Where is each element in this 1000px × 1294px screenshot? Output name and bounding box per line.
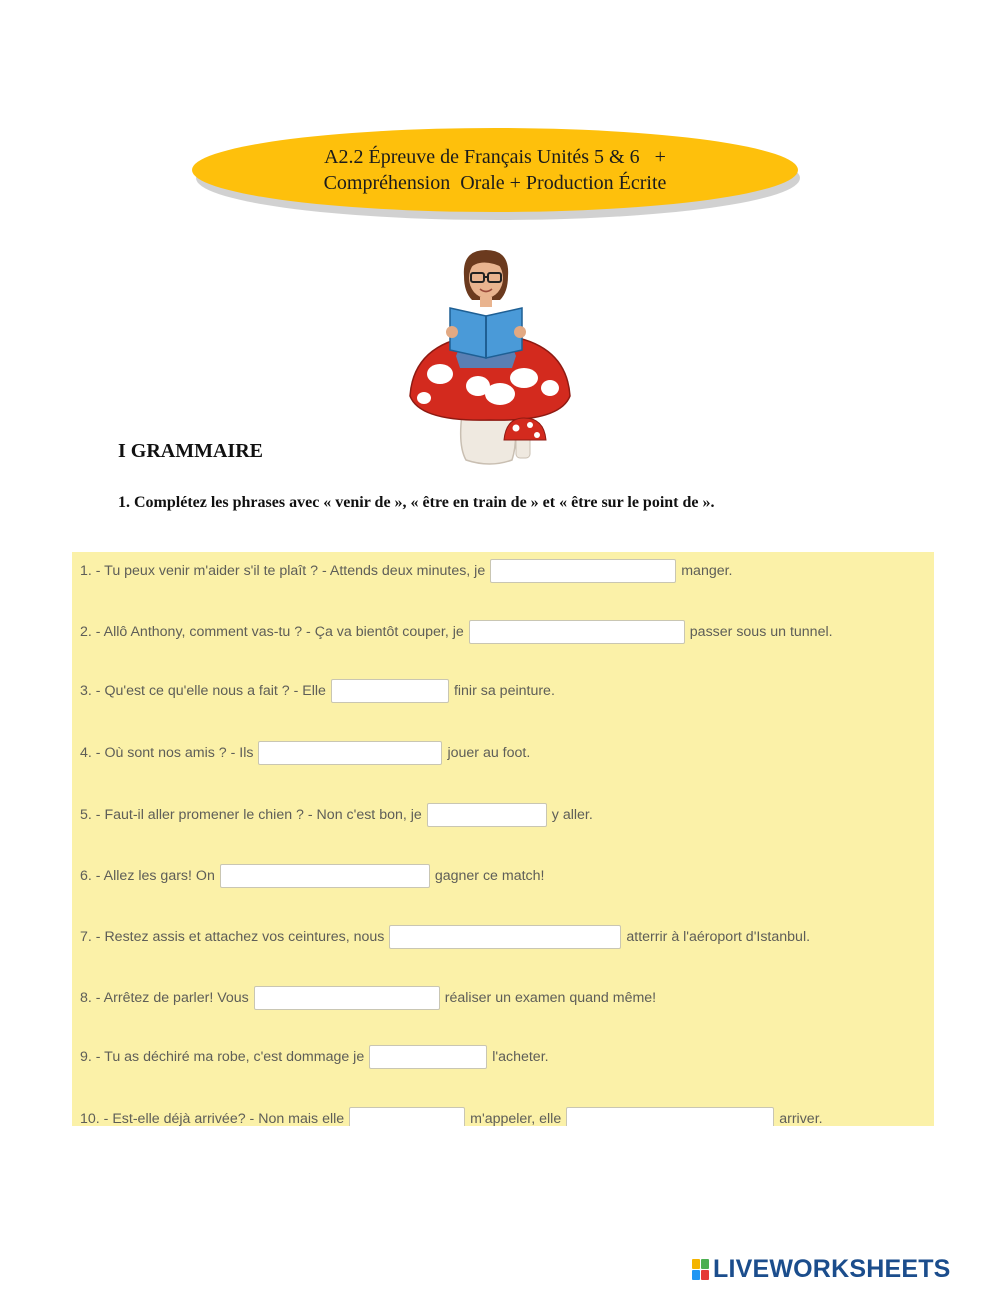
sentence-start: 6. - Allez les gars! On — [80, 868, 215, 884]
exercise-instruction: 1. Complétez les phrases avec « venir de », « être en train de » et « être sur le point de ». — [118, 494, 715, 511]
sentence-end: gagner ce match! — [434, 868, 545, 884]
answer-input-10b[interactable] — [566, 1107, 774, 1126]
sentence-end: arriver. — [779, 1111, 823, 1126]
sentence-start: 5. - Faut-il aller promener le chien ? - Non c'est bon, je — [80, 807, 422, 823]
sentence-start: 7. - Restez assis et attachez vos ceintures, nous — [80, 929, 385, 945]
sentence-middle: m'appeler, elle — [470, 1111, 562, 1126]
exercise-row-9 — [80, 1043, 549, 1071]
sentence-start: 2. - Allô Anthony, comment vas-tu ? - Ça va bientôt couper, je — [80, 624, 464, 640]
sentence-start: 10. - Est-elle déjà arrivée? - Non mais elle — [80, 1111, 345, 1126]
exercise-row-10 — [80, 1105, 823, 1126]
answer-input-10a[interactable] — [349, 1107, 465, 1126]
section-heading: I GRAMMAIRE — [118, 440, 263, 462]
answer-input-4[interactable] — [258, 741, 442, 765]
exercise-row-1 — [80, 557, 733, 585]
sentence-end: atterrir à l'aéroport d'Istanbul. — [626, 929, 811, 945]
answer-input-6[interactable] — [220, 864, 430, 888]
sentence-end: finir sa peinture. — [453, 683, 555, 699]
exercise-row-6 — [80, 862, 544, 890]
answer-input-1[interactable] — [490, 559, 676, 583]
exercise-row-3 — [80, 677, 555, 705]
sentence-start: 4. - Où sont nos amis ? - Ils — [80, 745, 254, 761]
liveworksheets-logo — [692, 1255, 951, 1283]
exercise-row-5 — [80, 801, 593, 829]
reading-on-mushroom-illustration — [400, 246, 580, 468]
answer-input-7[interactable] — [389, 925, 621, 949]
title-banner — [192, 128, 804, 220]
exercise-row-7 — [80, 923, 810, 951]
sentence-end: manger. — [681, 563, 733, 579]
exercise-row-4 — [80, 739, 530, 767]
sentence-end: y aller. — [551, 807, 593, 823]
exercise-panel — [72, 552, 934, 1126]
answer-input-2[interactable] — [469, 620, 685, 644]
title-line-2: Compréhension Orale + Production Écrite — [323, 172, 667, 194]
answer-input-9[interactable] — [369, 1045, 487, 1069]
exercise-row-2 — [80, 618, 833, 646]
title-line-1: A2.2 Épreuve de Français Unités 5 & 6 + — [324, 146, 666, 168]
sentence-start: 8. - Arrêtez de parler! Vous — [80, 990, 249, 1006]
sentence-start: 9. - Tu as déchiré ma robe, c'est dommage je — [80, 1049, 365, 1065]
sentence-start: 3. - Qu'est ce qu'elle nous a fait ? - Elle — [80, 683, 326, 699]
sentence-end: passer sous un tunnel. — [689, 624, 833, 640]
sentence-end: l'acheter. — [492, 1049, 549, 1065]
sentence-end: jouer au foot. — [447, 745, 531, 761]
sentence-start: 1. - Tu peux venir m'aider s'il te plaît ? - Attends deux minutes, je — [80, 563, 486, 579]
answer-input-3[interactable] — [331, 679, 449, 703]
sentence-end: réaliser un examen quand même! — [444, 990, 657, 1006]
answer-input-8[interactable] — [254, 986, 440, 1010]
logo-text: LIVEWORKSHEETS — [713, 1254, 951, 1283]
title-ellipse — [192, 128, 798, 212]
exercise-row-8 — [80, 984, 656, 1012]
logo-mark-icon — [692, 1259, 709, 1280]
answer-input-5[interactable] — [427, 803, 547, 827]
